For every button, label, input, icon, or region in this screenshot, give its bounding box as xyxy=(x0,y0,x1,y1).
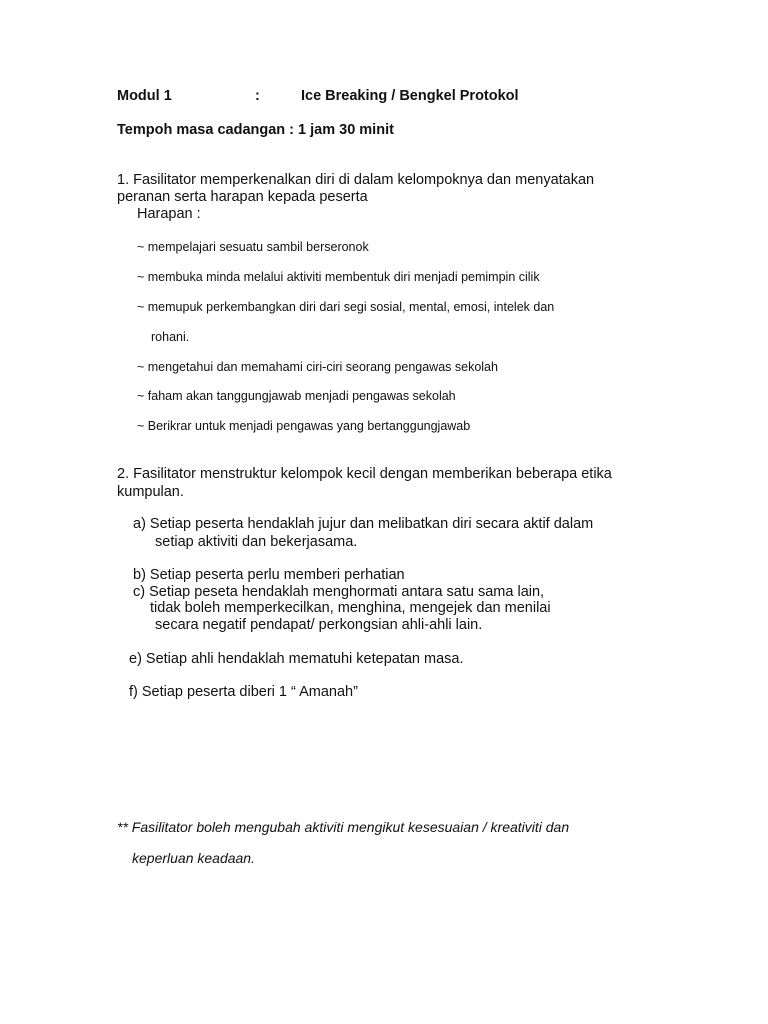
module-title: Ice Breaking / Bengkel Protokol xyxy=(301,88,519,104)
section2-line1: 2. Fasilitator menstruktur kelompok kecil dengan memberikan beberapa etika xyxy=(117,466,612,482)
etika-a-line2: setiap aktiviti dan bekerjasama. xyxy=(155,534,358,550)
harapan-item-2: ~ membuka minda melalui aktiviti membentuk diri menjadi pemimpin cilik xyxy=(137,270,540,284)
etika-c-line3: secara negatif pendapat/ perkongsian ahli-ahli lain. xyxy=(155,617,483,633)
harapan-item-4: ~ mengetahui dan memahami ciri-ciri seorang pengawas sekolah xyxy=(137,360,498,374)
harapan-item-1: ~ mempelajari sesuatu sambil berseronok xyxy=(137,240,369,254)
etika-b: b) Setiap peserta perlu memberi perhatian xyxy=(133,567,405,583)
footnote-line1: ** Fasilitator boleh mengubah aktiviti mengikut kesesuaian / kreativiti dan xyxy=(117,819,570,835)
harapan-item-5: ~ faham akan tanggungjawab menjadi pengawas sekolah xyxy=(137,389,456,403)
etika-c-line2: tidak boleh memperkecilkan, menghina, mengejek dan menilai xyxy=(150,600,551,616)
harapan-item-3: ~ memupuk perkembangkan diri dari segi sosial, mental, emosi, intelek dan xyxy=(137,300,555,314)
duration-label: Tempoh masa cadangan : 1 jam 30 minit xyxy=(117,122,394,138)
section2-line2: kumpulan. xyxy=(117,484,184,500)
section1-line2: peranan serta harapan kepada peserta xyxy=(117,189,368,205)
harapan-item-6: ~ Berikrar untuk menjadi pengawas yang bertanggungjawab xyxy=(137,419,471,433)
module-label: Modul 1 xyxy=(117,88,172,104)
harapan-item-3-cont: rohani. xyxy=(151,330,190,344)
harapan-label: Harapan : xyxy=(137,206,201,222)
section1-line1: 1. Fasilitator memperkenalkan diri di dalam kelompoknya dan menyatakan xyxy=(117,172,595,188)
footnote-line2: keperluan keadaan. xyxy=(132,850,255,866)
etika-a-line1: a) Setiap peserta hendaklah jujur dan melibatkan diri secara aktif dalam xyxy=(133,516,594,532)
etika-c-line1: c) Setiap peseta hendaklah menghormati antara satu sama lain, xyxy=(133,584,545,600)
module-colon: : xyxy=(255,88,260,104)
etika-e: e) Setiap ahli hendaklah mematuhi ketepatan masa. xyxy=(129,651,464,667)
etika-f: f) Setiap peserta diberi 1 “ Amanah” xyxy=(129,684,358,700)
